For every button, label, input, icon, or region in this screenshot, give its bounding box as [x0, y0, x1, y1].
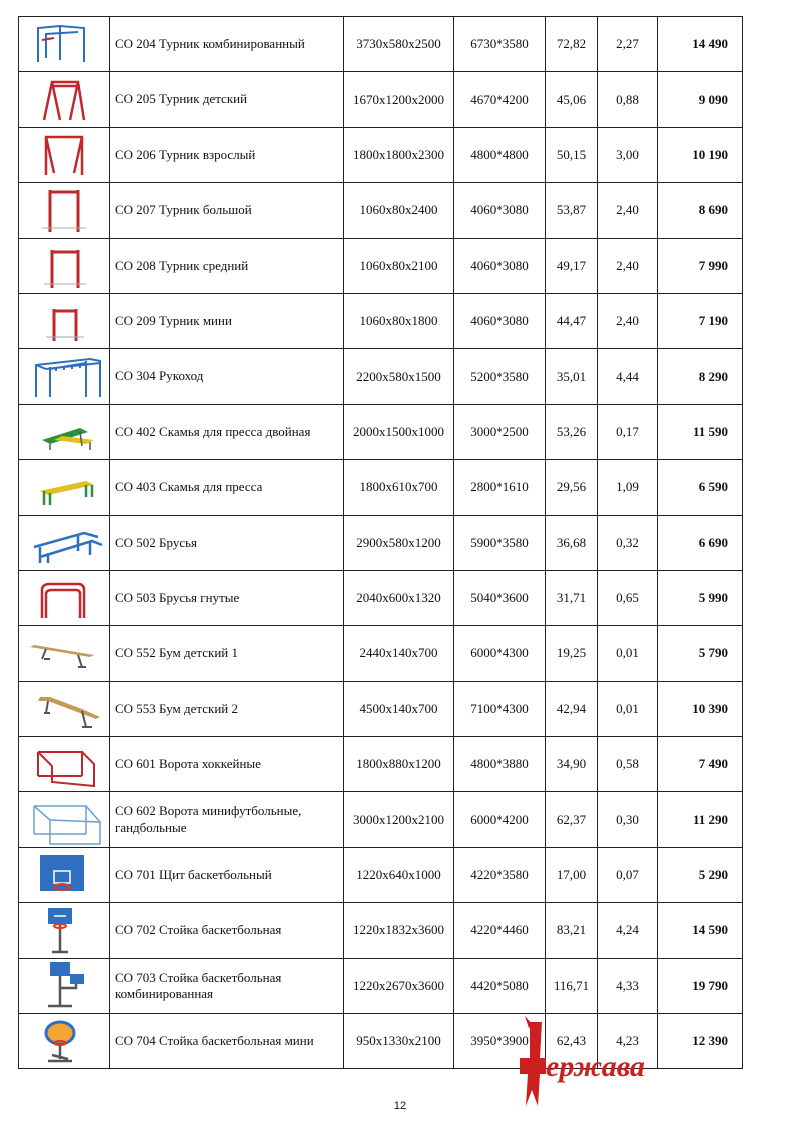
safety-zone: 2800*1610 [454, 460, 546, 515]
hockey-goal-icon [20, 738, 108, 790]
product-weight: 53,26 [546, 404, 598, 459]
table-row [19, 460, 743, 515]
product-price: 11 590 [658, 404, 743, 459]
table-row [19, 127, 743, 182]
safety-zone: 4220*3580 [454, 847, 546, 902]
product-price: 7 190 [658, 293, 743, 348]
large-pullup-bar-icon [20, 184, 108, 236]
product-volume: 0,17 [598, 404, 658, 459]
safety-zone: 5040*3600 [454, 570, 546, 625]
safety-zone: 4800*3880 [454, 737, 546, 792]
product-price: 14 490 [658, 17, 743, 72]
product-price: 19 790 [658, 958, 743, 1013]
double-ab-bench-icon [20, 406, 108, 458]
product-price: 14 590 [658, 903, 743, 958]
product-volume: 4,44 [598, 349, 658, 404]
product-weight: 62,37 [546, 792, 598, 847]
safety-zone: 6730*3580 [454, 17, 546, 72]
safety-zone: 3000*2500 [454, 404, 546, 459]
basketball-stand-icon [20, 904, 108, 956]
product-weight: 44,47 [546, 293, 598, 348]
product-price: 7 990 [658, 238, 743, 293]
safety-zone: 6000*4200 [454, 792, 546, 847]
product-price: 10 190 [658, 127, 743, 182]
product-image-cell [19, 293, 110, 348]
product-volume: 2,40 [598, 293, 658, 348]
product-volume: 2,27 [598, 17, 658, 72]
product-weight: 42,94 [546, 681, 598, 736]
product-size: 1800x610x700 [344, 460, 454, 515]
product-size: 1220x2670x3600 [344, 958, 454, 1013]
safety-zone: 6000*4300 [454, 626, 546, 681]
product-size: 1060x80x2100 [344, 238, 454, 293]
table-row [19, 404, 743, 459]
product-price: 5 790 [658, 626, 743, 681]
product-volume: 0,01 [598, 626, 658, 681]
table-row [19, 515, 743, 570]
product-image-cell [19, 17, 110, 72]
product-name: СО 208 Турник средний [110, 238, 344, 293]
product-weight: 31,71 [546, 570, 598, 625]
product-name: СО 701 Щит баскетбольный [110, 847, 344, 902]
product-price: 9 090 [658, 72, 743, 127]
product-name: СО 207 Турник большой [110, 183, 344, 238]
product-image-cell [19, 72, 110, 127]
product-weight: 29,56 [546, 460, 598, 515]
parallel-bars-icon [20, 517, 108, 569]
product-price: 5 990 [658, 570, 743, 625]
safety-zone: 3950*3900 [454, 1014, 546, 1069]
safety-zone: 4800*4800 [454, 127, 546, 182]
table-row [19, 903, 743, 958]
table-row [19, 17, 743, 72]
product-name: СО 204 Турник комбинированный [110, 17, 344, 72]
derzhava-logo [516, 1014, 648, 1114]
kids-pullup-bar-icon [20, 74, 108, 126]
product-volume: 0,88 [598, 72, 658, 127]
futsal-goal-icon [20, 794, 108, 846]
product-size: 1800x880x1200 [344, 737, 454, 792]
table-row [19, 349, 743, 404]
price-table [18, 16, 743, 1069]
monkey-bars-icon [20, 351, 108, 403]
product-image-cell [19, 626, 110, 681]
product-weight: 62,43 [546, 1014, 598, 1069]
safety-zone: 4060*3080 [454, 183, 546, 238]
product-volume: 0,32 [598, 515, 658, 570]
product-name: СО 403 Скамья для пресса [110, 460, 344, 515]
product-image-cell [19, 681, 110, 736]
product-image-cell [19, 570, 110, 625]
product-size: 4500x140x700 [344, 681, 454, 736]
product-size: 2040x600x1320 [344, 570, 454, 625]
safety-zone: 4220*4460 [454, 903, 546, 958]
product-size: 2900x580x1200 [344, 515, 454, 570]
product-weight: 45,06 [546, 72, 598, 127]
product-size: 2200x580x1500 [344, 349, 454, 404]
basketball-backboard-icon [20, 849, 108, 901]
product-name: СО 702 Стойка баскетбольная [110, 903, 344, 958]
product-name: СО 553 Бум детский 2 [110, 681, 344, 736]
product-volume: 4,24 [598, 903, 658, 958]
product-image-cell [19, 238, 110, 293]
product-weight: 50,15 [546, 127, 598, 182]
table-row [19, 737, 743, 792]
product-name: СО 552 Бум детский 1 [110, 626, 344, 681]
product-weight: 53,87 [546, 183, 598, 238]
balance-beam-icon [20, 627, 108, 679]
product-price: 6 690 [658, 515, 743, 570]
product-volume: 0,65 [598, 570, 658, 625]
product-image-cell [19, 127, 110, 182]
medium-pullup-bar-icon [20, 240, 108, 292]
product-volume: 2,40 [598, 238, 658, 293]
product-name: СО 304 Рукоход [110, 349, 344, 404]
product-size: 1060x80x1800 [344, 293, 454, 348]
product-weight: 17,00 [546, 847, 598, 902]
product-name: СО 502 Брусья [110, 515, 344, 570]
mini-pullup-bar-icon [20, 295, 108, 347]
product-weight: 83,21 [546, 903, 598, 958]
product-image-cell [19, 515, 110, 570]
product-name: СО 601 Ворота хоккейные [110, 737, 344, 792]
product-price: 8 290 [658, 349, 743, 404]
product-image-cell [19, 792, 110, 847]
product-image-cell [19, 349, 110, 404]
product-weight: 49,17 [546, 238, 598, 293]
adult-pullup-bar-icon [20, 129, 108, 181]
mini-basketball-stand-icon [20, 1015, 108, 1067]
product-size: 2440x140x700 [344, 626, 454, 681]
safety-zone: 5900*3580 [454, 515, 546, 570]
product-name: СО 704 Стойка баскетбольная мини [110, 1014, 344, 1069]
safety-zone: 4420*5080 [454, 958, 546, 1013]
product-price: 12 390 [658, 1014, 743, 1069]
product-volume: 3,00 [598, 127, 658, 182]
product-size: 1670x1200x2000 [344, 72, 454, 127]
product-weight: 72,82 [546, 17, 598, 72]
product-name: СО 206 Турник взрослый [110, 127, 344, 182]
product-price: 11 290 [658, 792, 743, 847]
product-size: 950x1330x2100 [344, 1014, 454, 1069]
product-volume: 4,33 [598, 958, 658, 1013]
product-image-cell [19, 183, 110, 238]
product-name: СО 503 Брусья гнутые [110, 570, 344, 625]
page-number: 12 [393, 1100, 407, 1112]
safety-zone: 5200*3580 [454, 349, 546, 404]
product-volume: 1,09 [598, 460, 658, 515]
table-row [19, 626, 743, 681]
product-size: 1060x80x2400 [344, 183, 454, 238]
product-size: 3730x580x2500 [344, 17, 454, 72]
product-name: СО 205 Турник детский [110, 72, 344, 127]
product-image-cell [19, 404, 110, 459]
table-row [19, 847, 743, 902]
product-weight: 36,68 [546, 515, 598, 570]
table-row [19, 238, 743, 293]
table-row [19, 792, 743, 847]
product-price: 5 290 [658, 847, 743, 902]
product-price: 7 490 [658, 737, 743, 792]
product-weight: 35,01 [546, 349, 598, 404]
balance-beam-2-icon [20, 683, 108, 735]
product-weight: 116,71 [546, 958, 598, 1013]
product-price: 10 390 [658, 681, 743, 736]
product-price: 6 590 [658, 460, 743, 515]
safety-zone: 7100*4300 [454, 681, 546, 736]
product-price: 8 690 [658, 183, 743, 238]
product-image-cell [19, 1014, 110, 1069]
table-row [19, 958, 743, 1013]
product-weight: 19,25 [546, 626, 598, 681]
product-volume: 0,07 [598, 847, 658, 902]
product-size: 2000x1500x1000 [344, 404, 454, 459]
product-image-cell [19, 847, 110, 902]
product-weight: 34,90 [546, 737, 598, 792]
product-image-cell [19, 460, 110, 515]
svg-text:ержава: ержава [546, 1050, 645, 1083]
product-image-cell [19, 958, 110, 1013]
product-image-cell [19, 903, 110, 958]
product-image-cell [19, 737, 110, 792]
safety-zone: 4670*4200 [454, 72, 546, 127]
product-volume: 0,58 [598, 737, 658, 792]
product-size: 1220x1832x3600 [344, 903, 454, 958]
safety-zone: 4060*3080 [454, 293, 546, 348]
table-row [19, 681, 743, 736]
product-size: 3000x1200x2100 [344, 792, 454, 847]
product-name: СО 402 Скамья для пресса двойная [110, 404, 344, 459]
table-row [19, 570, 743, 625]
table-row [19, 183, 743, 238]
product-volume: 0,01 [598, 681, 658, 736]
product-volume: 2,40 [598, 183, 658, 238]
product-volume: 0,30 [598, 792, 658, 847]
safety-zone: 4060*3080 [454, 238, 546, 293]
product-name: СО 703 Стойка баскетбольная комбинированная [110, 958, 344, 1013]
product-size: 1800x1800x2300 [344, 127, 454, 182]
table-row [19, 293, 743, 348]
product-size: 1220x640x1000 [344, 847, 454, 902]
combined-pullup-bar-icon [20, 18, 108, 70]
product-name: СО 209 Турник мини [110, 293, 344, 348]
product-name: СО 602 Ворота минифутбольные, гандбольные [110, 792, 344, 847]
ab-bench-icon [20, 461, 108, 513]
bent-parallel-bars-icon [20, 572, 108, 624]
table-row [19, 72, 743, 127]
combined-basketball-stand-icon [20, 960, 108, 1012]
product-volume: 4,23 [598, 1014, 658, 1069]
